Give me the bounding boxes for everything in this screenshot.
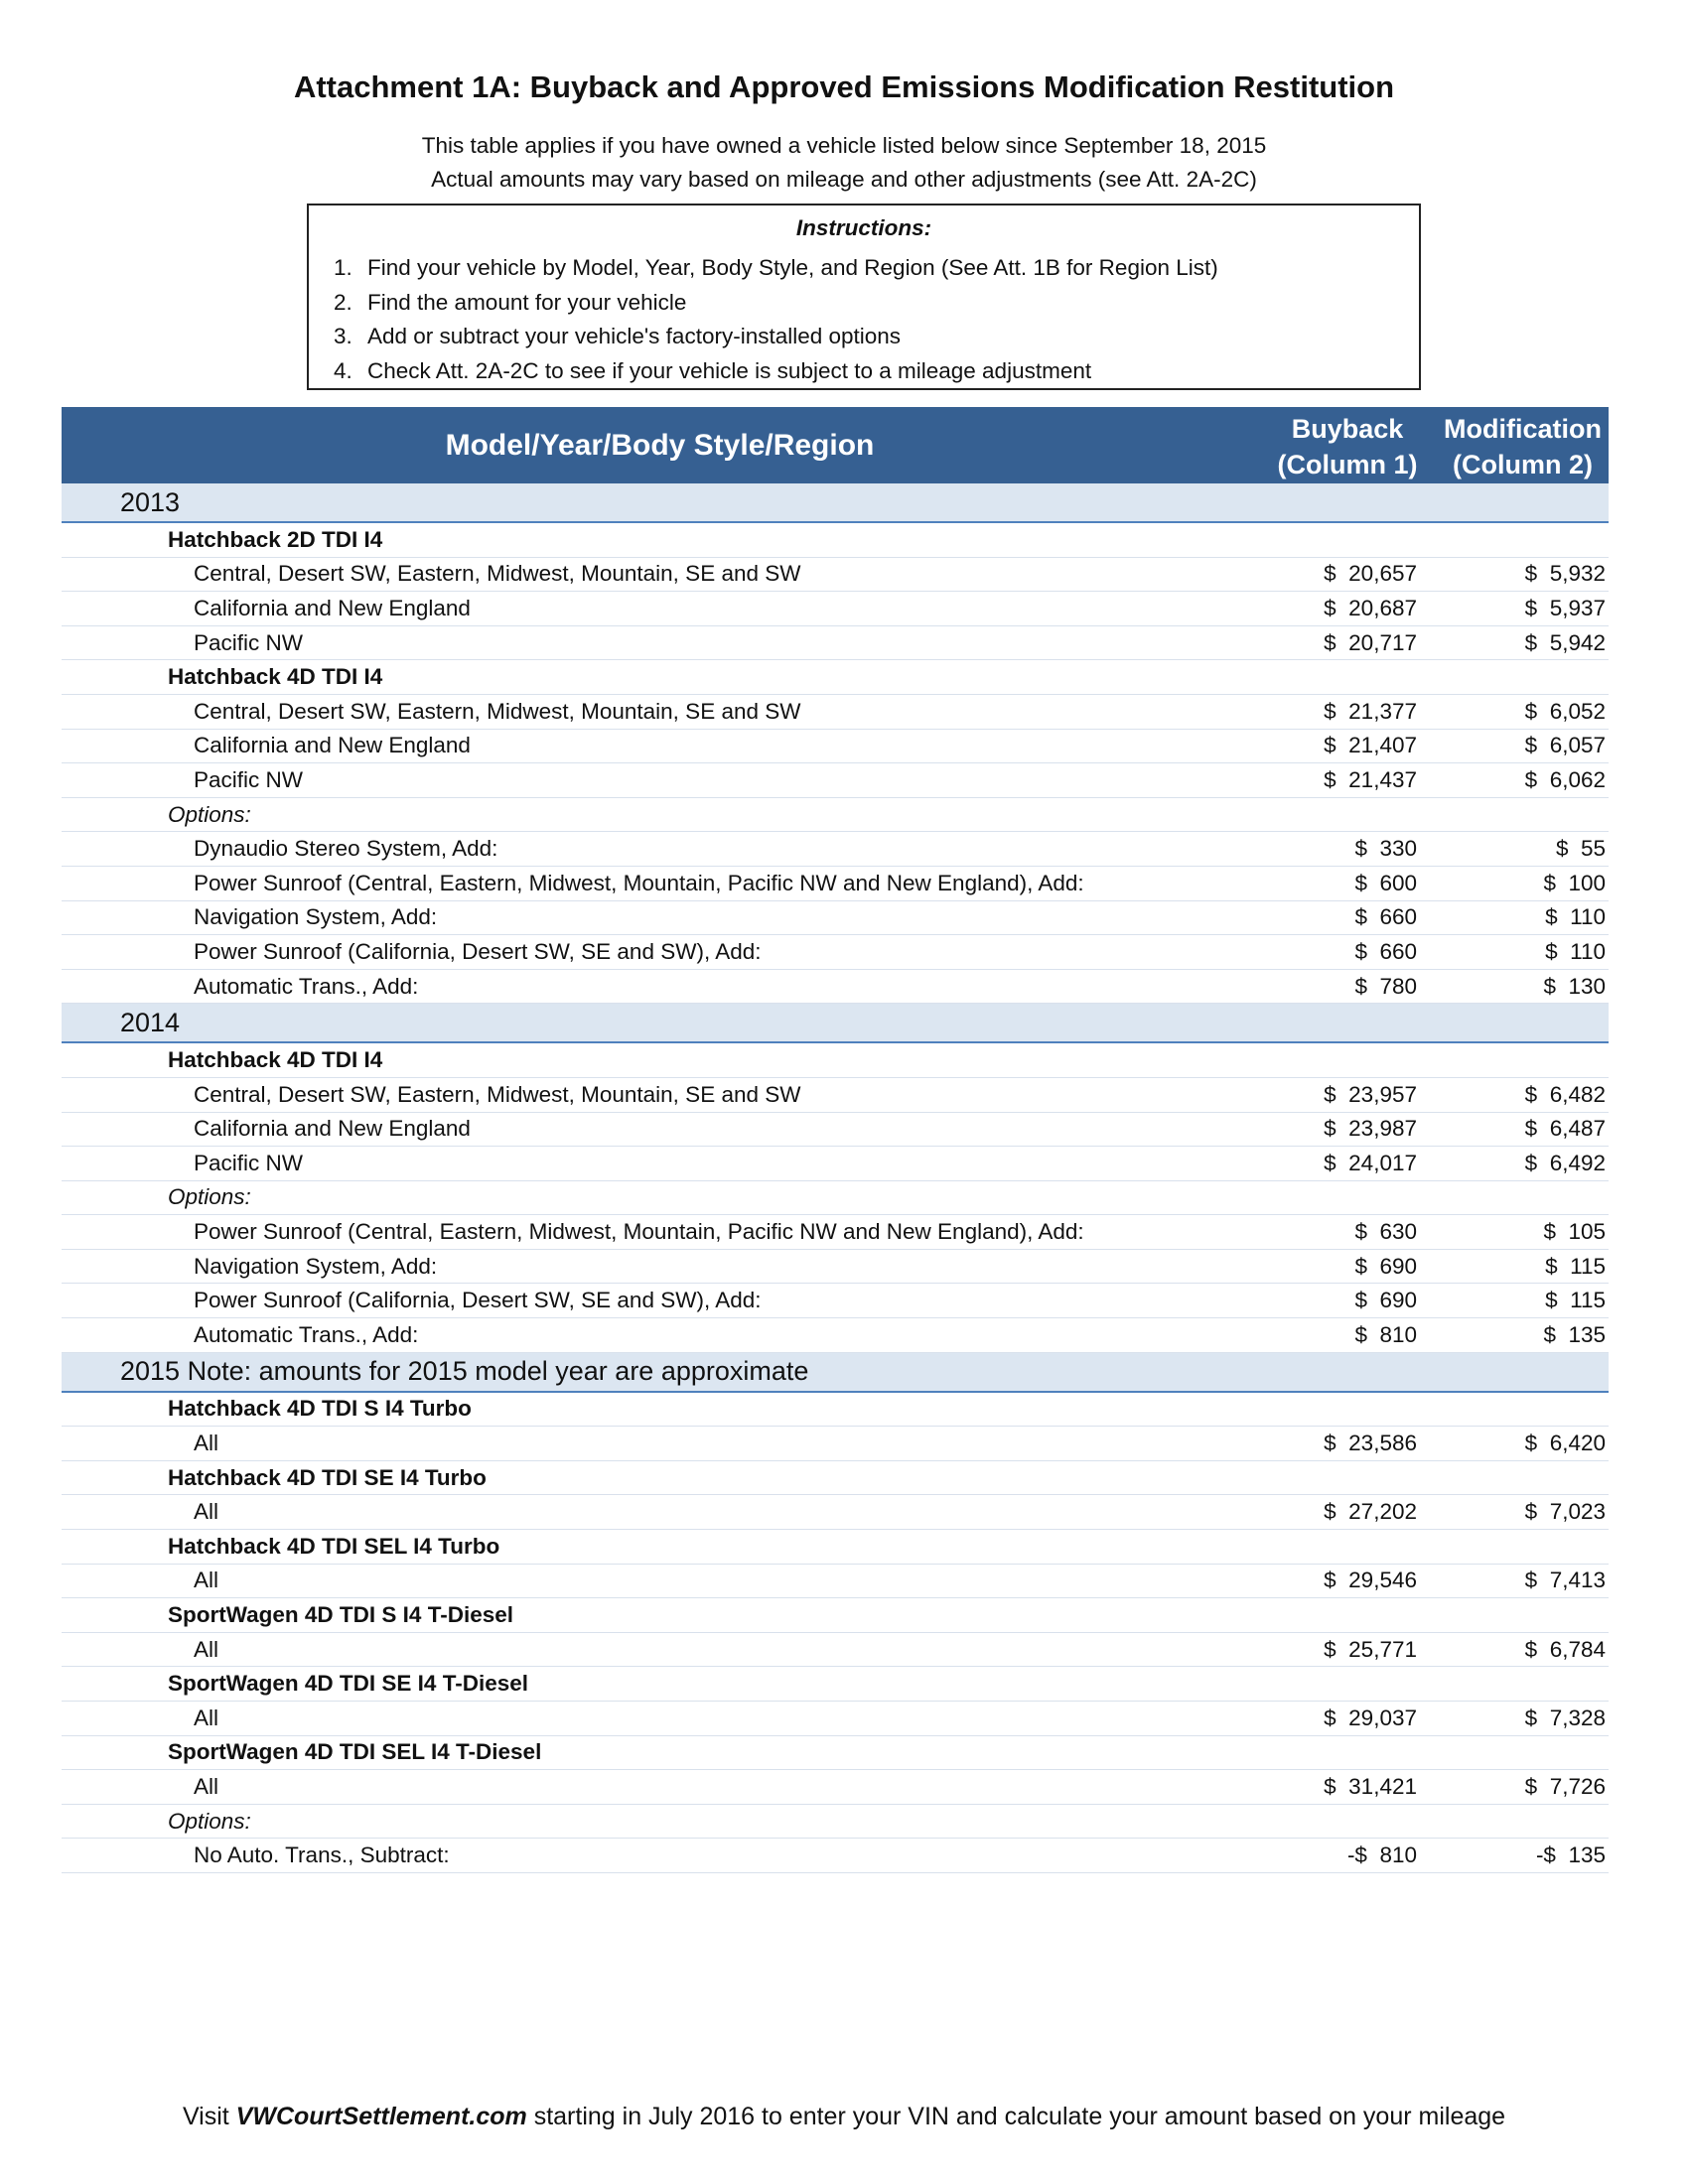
modification-amount: $ 110 — [1545, 938, 1606, 964]
option-label: Navigation System, Add: — [194, 1253, 438, 1279]
page-title: Attachment 1A: Buyback and Approved Emissions Modification Restitution — [293, 69, 1395, 104]
table-row-region — [62, 592, 1609, 626]
instruction-number: 4. — [334, 357, 352, 383]
table-row-region — [62, 1565, 1609, 1599]
option-label: Automatic Trans., Add: — [194, 973, 419, 999]
modification-amount: $ 6,420 — [1524, 1431, 1606, 1456]
table-row-region — [62, 1427, 1609, 1461]
restitution-table-body — [62, 483, 1609, 1873]
instructions-title: Instructions: — [795, 215, 932, 240]
modification-amount: $ 6,482 — [1524, 1081, 1606, 1107]
model-label: Hatchback 4D TDI SEL I4 Turbo — [168, 1533, 500, 1559]
table-row-options — [62, 1805, 1609, 1840]
modification-amount: -$ 135 — [1535, 1843, 1606, 1868]
region-label: Pacific NW — [194, 1150, 304, 1175]
table-row-model — [62, 1530, 1609, 1565]
region-label: California and New England — [194, 1116, 471, 1142]
table-row-region — [62, 1147, 1609, 1181]
option-label: Automatic Trans., Add: — [194, 1321, 419, 1347]
column-header-buyback-title: Buyback — [1291, 414, 1404, 444]
buyback-amount: $ 29,546 — [1324, 1568, 1417, 1593]
table-row-model — [62, 1393, 1609, 1428]
modification-amount: $ 105 — [1543, 1219, 1606, 1245]
model-label: SportWagen 4D TDI SE I4 T-Diesel — [168, 1671, 528, 1697]
option-label: Power Sunroof (Central, Eastern, Midwest, Mountain, Pacific NW and New England), Add: — [194, 1219, 1084, 1245]
region-label: All — [194, 1705, 219, 1730]
table-row-year — [62, 1004, 1609, 1043]
option-label: Power Sunroof (Central, Eastern, Midwest, Mountain, Pacific NW and New England), Add: — [194, 870, 1084, 895]
buyback-amount: $ 23,987 — [1324, 1116, 1417, 1142]
table-row-region — [62, 730, 1609, 764]
modification-amount: $ 115 — [1545, 1253, 1606, 1279]
option-label: No Auto. Trans., Subtract: — [194, 1843, 450, 1868]
year-label: 2015 Note: amounts for 2015 model year are approximate — [120, 1356, 809, 1387]
model-label: Hatchback 4D TDI SE I4 Turbo — [168, 1464, 487, 1490]
instruction-text: Find the amount for your vehicle — [367, 289, 687, 315]
buyback-amount: $ 630 — [1354, 1219, 1417, 1245]
model-label: Hatchback 4D TDI S I4 Turbo — [168, 1396, 472, 1422]
footer-prefix: Visit — [182, 2103, 236, 2130]
table-row-option — [62, 1839, 1609, 1873]
buyback-amount: $ 20,657 — [1324, 561, 1417, 587]
region-label: California and New England — [194, 733, 471, 758]
model-label: SportWagen 4D TDI SEL I4 T-Diesel — [168, 1739, 542, 1765]
table-row-option — [62, 832, 1609, 867]
column-header-modification-subtitle: (Column 2) — [1453, 450, 1593, 479]
table-row-model — [62, 660, 1609, 695]
instruction-number: 2. — [334, 289, 352, 315]
buyback-amount: $ 27,202 — [1324, 1499, 1417, 1525]
option-label: Power Sunroof (California, Desert SW, SE and SW), Add: — [194, 1288, 762, 1313]
column-header-buyback — [1258, 411, 1437, 482]
modification-amount: $ 6,487 — [1524, 1116, 1606, 1142]
options-label: Options: — [168, 801, 251, 827]
region-label: Pacific NW — [194, 629, 304, 655]
instruction-item — [334, 251, 1218, 286]
subtitle-ownership-note: This table applies if you have owned a vehicle listed below since September 18, 2015 — [421, 133, 1267, 158]
model-label: Hatchback 4D TDI I4 — [168, 664, 383, 690]
option-label: Power Sunroof (California, Desert SW, SE and SW), Add: — [194, 938, 762, 964]
table-row-option — [62, 1284, 1609, 1318]
instructions-list — [334, 251, 1218, 388]
buyback-amount: $ 690 — [1354, 1253, 1417, 1279]
modification-amount: $ 6,062 — [1524, 766, 1606, 792]
instruction-text: Add or subtract your vehicle's factory-installed options — [367, 324, 902, 348]
table-row-region — [62, 1770, 1609, 1805]
column-header-modification — [1437, 411, 1609, 482]
modification-amount: $ 5,942 — [1524, 629, 1606, 655]
table-row-options — [62, 1181, 1609, 1216]
table-row-region — [62, 1633, 1609, 1668]
instruction-item — [334, 320, 1218, 354]
buyback-amount: $ 660 — [1354, 904, 1417, 930]
table-row-region — [62, 1495, 1609, 1530]
region-label: All — [194, 1773, 219, 1799]
buyback-amount: $ 21,407 — [1324, 733, 1417, 758]
region-label: Central, Desert SW, Eastern, Midwest, Mountain, SE and SW — [194, 561, 801, 587]
buyback-amount: $ 21,377 — [1324, 698, 1417, 724]
region-label: Central, Desert SW, Eastern, Midwest, Mountain, SE and SW — [194, 698, 801, 724]
modification-amount: $ 55 — [1555, 836, 1606, 862]
instruction-text: Check Att. 2A-2C to see if your vehicle is subject to a mileage adjustment — [367, 357, 1092, 383]
table-row-model — [62, 1461, 1609, 1496]
table-row-region — [62, 763, 1609, 798]
region-label: California and New England — [194, 595, 471, 620]
buyback-amount: $ 25,771 — [1324, 1636, 1417, 1662]
column-header-buyback-subtitle: (Column 1) — [1277, 450, 1418, 479]
option-label: Dynaudio Stereo System, Add: — [194, 836, 498, 862]
instruction-text: Find your vehicle by Model, Year, Body Style, and Region (See Att. 1B for Region List) — [367, 255, 1218, 280]
table-row-option — [62, 970, 1609, 1005]
buyback-amount: $ 690 — [1354, 1288, 1417, 1313]
modification-amount: $ 7,023 — [1524, 1499, 1606, 1525]
buyback-amount: $ 330 — [1354, 836, 1417, 862]
table-row-region — [62, 1702, 1609, 1736]
options-label: Options: — [168, 1808, 251, 1834]
instruction-item — [334, 354, 1218, 389]
table-row-region — [62, 695, 1609, 730]
table-row-model — [62, 523, 1609, 558]
model-label: Hatchback 4D TDI I4 — [168, 1047, 383, 1073]
region-label: Pacific NW — [194, 766, 304, 792]
year-label: 2013 — [120, 486, 181, 517]
region-label: All — [194, 1499, 219, 1525]
instruction-number: 1. — [334, 255, 352, 280]
buyback-amount: $ 20,687 — [1324, 595, 1417, 620]
modification-amount: $ 7,413 — [1524, 1568, 1606, 1593]
buyback-amount: $ 24,017 — [1324, 1150, 1417, 1175]
table-row-option — [62, 935, 1609, 970]
footer-suffix: starting in July 2016 to enter your VIN and calculate your amount based on your mileage — [526, 2103, 1506, 2130]
table-row-region — [62, 1113, 1609, 1148]
table-row-option — [62, 1250, 1609, 1285]
buyback-amount: $ 31,421 — [1324, 1773, 1417, 1799]
table-row-year — [62, 483, 1609, 523]
instructions-box — [307, 204, 1421, 390]
column-header-model: Model/Year/Body Style/Region — [445, 429, 875, 462]
table-row-region — [62, 626, 1609, 661]
option-label: Navigation System, Add: — [194, 904, 438, 930]
modification-amount: $ 6,492 — [1524, 1150, 1606, 1175]
table-row-region — [62, 1078, 1609, 1113]
table-row-option — [62, 1215, 1609, 1250]
table-row-model — [62, 1667, 1609, 1702]
region-label: All — [194, 1636, 219, 1662]
buyback-amount: $ 20,717 — [1324, 629, 1417, 655]
region-label: All — [194, 1568, 219, 1593]
modification-amount: $ 110 — [1545, 904, 1606, 930]
region-label: All — [194, 1431, 219, 1456]
region-label: Central, Desert SW, Eastern, Midwest, Mountain, SE and SW — [194, 1081, 801, 1107]
footer-website: VWCourtSettlement.com — [235, 2103, 527, 2130]
model-label: SportWagen 4D TDI S I4 T-Diesel — [168, 1602, 513, 1628]
table-row-year — [62, 1353, 1609, 1393]
table-row-model — [62, 1043, 1609, 1078]
modification-amount: $ 6,057 — [1524, 733, 1606, 758]
table-row-option — [62, 901, 1609, 936]
table-row-option — [62, 1318, 1609, 1353]
table-row-model — [62, 1736, 1609, 1771]
table-row-option — [62, 867, 1609, 901]
modification-amount: $ 115 — [1545, 1288, 1606, 1313]
footer-note — [0, 2103, 1688, 2131]
modification-amount: $ 5,937 — [1524, 595, 1606, 620]
modification-amount: $ 130 — [1543, 973, 1606, 999]
year-label: 2014 — [120, 1007, 181, 1037]
subtitle-adjustment-note: Actual amounts may vary based on mileage and other adjustments (see Att. 2A-2C) — [431, 167, 1257, 192]
instruction-number: 3. — [334, 324, 352, 348]
modification-amount: $ 6,784 — [1524, 1636, 1606, 1662]
buyback-amount: $ 23,586 — [1324, 1431, 1417, 1456]
modification-amount: $ 7,726 — [1524, 1773, 1606, 1799]
instruction-item — [334, 286, 1218, 321]
modification-amount: $ 7,328 — [1524, 1705, 1606, 1730]
table-row-region — [62, 558, 1609, 593]
column-header-modification-title: Modification — [1444, 414, 1602, 444]
buyback-amount: $ 29,037 — [1324, 1705, 1417, 1730]
buyback-amount: $ 780 — [1354, 973, 1417, 999]
buyback-amount: $ 600 — [1354, 870, 1417, 895]
table-row-options — [62, 798, 1609, 833]
buyback-amount: $ 660 — [1354, 938, 1417, 964]
table-row-model — [62, 1598, 1609, 1633]
buyback-amount: $ 810 — [1354, 1321, 1417, 1347]
buyback-amount: -$ 810 — [1346, 1843, 1417, 1868]
buyback-amount: $ 23,957 — [1324, 1081, 1417, 1107]
modification-amount: $ 100 — [1543, 870, 1606, 895]
model-label: Hatchback 2D TDI I4 — [168, 526, 383, 552]
buyback-amount: $ 21,437 — [1324, 766, 1417, 792]
options-label: Options: — [168, 1184, 251, 1210]
modification-amount: $ 5,932 — [1524, 561, 1606, 587]
modification-amount: $ 135 — [1543, 1321, 1606, 1347]
modification-amount: $ 6,052 — [1524, 698, 1606, 724]
table-header — [62, 407, 1609, 483]
